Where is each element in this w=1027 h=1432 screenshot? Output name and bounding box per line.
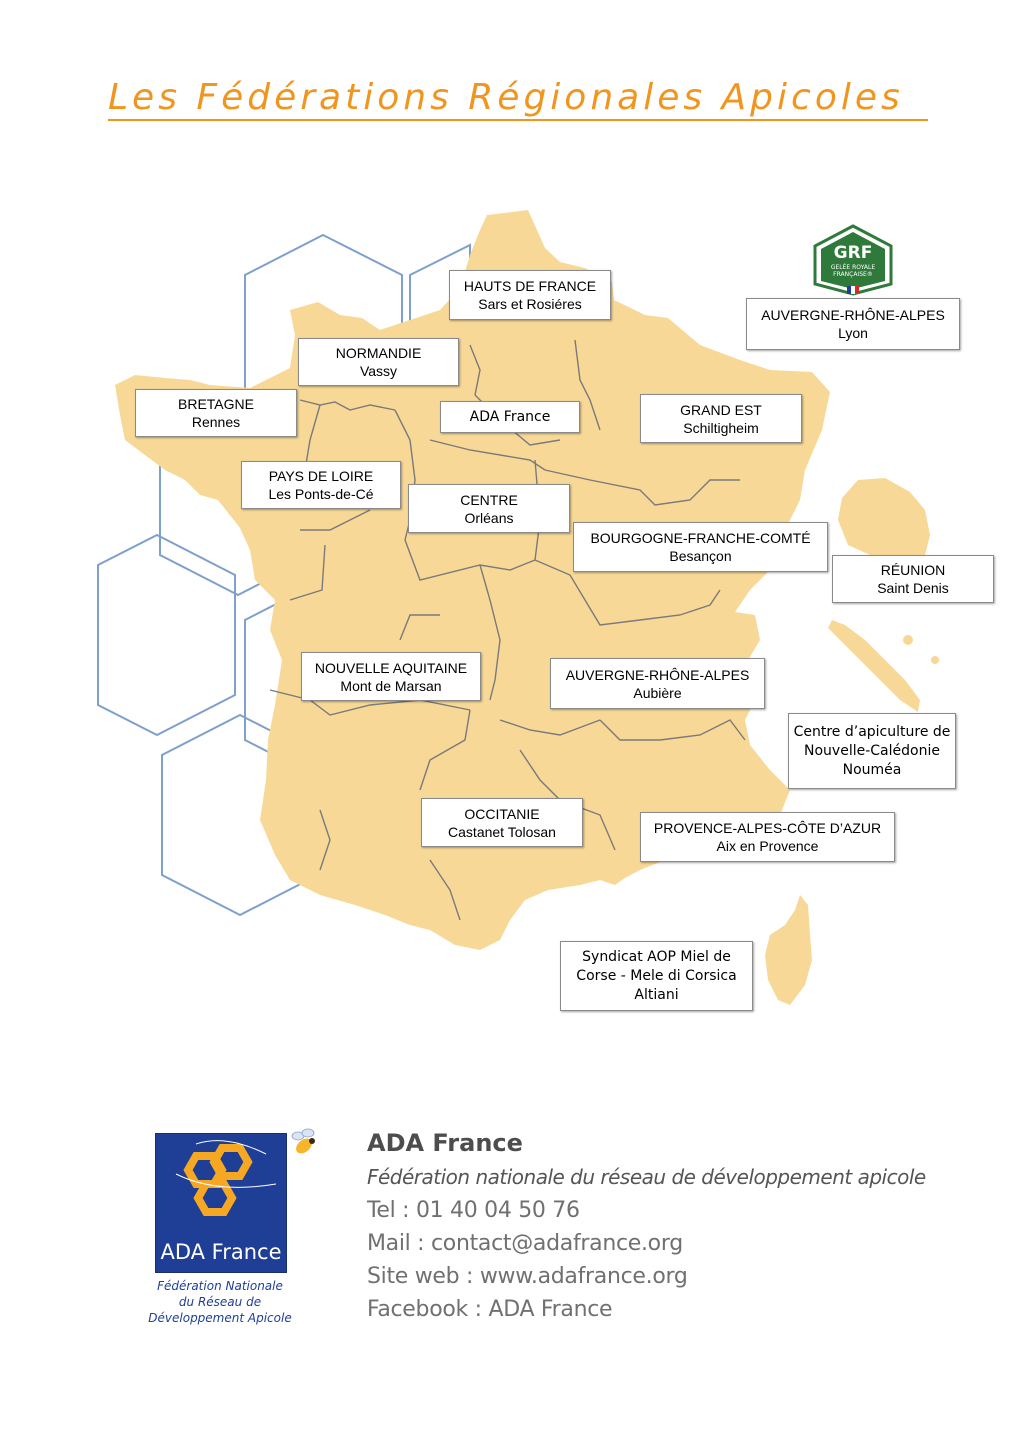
corsica [765,895,812,1005]
grf-line2: GELÉE ROYALE [830,264,876,271]
region-name: AUVERGNE-RHÔNE-ALPES [761,307,945,323]
region-city: Sars et Rosiéres [478,296,582,312]
region-city: Saint Denis [877,580,949,596]
label-nouvelle-caledonie [788,713,956,789]
region-city: Aix en Provence [716,838,819,854]
region-city: Mont de Marsan [340,677,442,694]
label-auvergne-rhone-alpes-lyon [746,298,960,350]
contact-facebook[interactable]: Facebook : ADA France [367,1297,613,1322]
label-centre [408,484,570,533]
grf-text: GRF [833,243,873,263]
honeycomb-bee-icon [156,1134,286,1234]
loyalty-island-2 [931,656,939,664]
bee-icon [286,1122,322,1162]
region-name: RÉUNION [880,562,946,578]
region-city: Besançon [669,548,732,564]
page-title: Les Fédérations Régionales Apicoles [108,77,904,118]
region-name: BRETAGNE [178,396,254,412]
hexagon-4 [98,535,235,735]
region-name: NOUVELLE AQUITAINE [314,659,468,676]
loyalty-island-1 [903,635,913,645]
reunion-island [838,478,930,558]
region-name: BOURGOGNE-FRANCHE-COMTÉ [590,530,811,546]
logo-sub-line1: Fédération Nationale [157,1279,283,1293]
label-line2: Nouvelle-Calédonie [804,742,940,759]
label-hauts-de-france [449,270,611,320]
region-name: OCCITANIE [464,805,540,822]
label-reunion [832,555,994,603]
logo-title: ADA France [160,1240,282,1264]
label-nouvelle-aquitaine [301,652,481,701]
region-city: Aubière [633,684,682,701]
label-pays-de-loire [241,461,401,509]
logo-subtitle [140,1278,300,1326]
label-bretagne [135,389,297,437]
region-city: Orléans [464,509,514,526]
contact-name: ADA France [367,1129,523,1157]
region-city: Castanet Tolosan [448,823,556,840]
region-city: Vassy [359,363,398,379]
region-name: CENTRE [460,491,518,508]
contact-block [367,1126,926,1326]
region-name: GRAND EST [680,401,762,418]
logo-sub-line3: Développement Apicole [148,1311,292,1325]
region-city: Altiani [634,986,679,1003]
contact-mail[interactable]: Mail : contact@adafrance.org [367,1231,683,1256]
label-provence-alpes-cote-dazur [640,812,895,862]
label-occitanie [421,798,583,847]
contact-subtitle: Fédération nationale du réseau de développement apicole [367,1165,926,1189]
region-city: Nouméa [842,761,902,778]
region-city: Lyon [838,325,868,341]
region-name: HAUTS DE FRANCE [463,278,597,294]
nouvelle-caledonie-island [828,620,920,712]
region-name: NORMANDIE [335,345,422,361]
label-line1: Centre d’apiculture de [793,723,951,740]
label-line1: Syndicat AOP Miel de [582,948,731,965]
label-corse [560,941,753,1011]
region-name: ADA France [469,408,551,425]
region-city: Schiltigheim [683,419,759,436]
label-normandie [298,338,459,386]
label-bourgogne-franche-comte [573,522,828,572]
region-city: Rennes [191,414,241,430]
label-grand-est [640,394,802,443]
logo-sub-line2: du Réseau de [178,1295,262,1309]
region-name: AUVERGNE-RHÔNE-ALPES [565,666,750,683]
ada-france-logo [155,1133,287,1273]
region-city: Les Ponts-de-Cé [268,486,374,502]
region-name: PROVENCE-ALPES-CÔTE D’AZUR [653,820,882,836]
label-ada-france [440,401,580,433]
grf-line3: FRANÇAISE® [833,271,873,278]
contact-tel: Tel : 01 40 04 50 76 [367,1198,580,1223]
grf-badge-logo [811,224,895,296]
region-name: PAYS DE LOIRE [268,468,374,484]
contact-website[interactable]: Site web : www.adafrance.org [367,1264,688,1289]
label-auvergne-rhone-alpes-aubiere [550,658,765,709]
label-line2: Corse - Mele di Corsica [576,967,737,984]
